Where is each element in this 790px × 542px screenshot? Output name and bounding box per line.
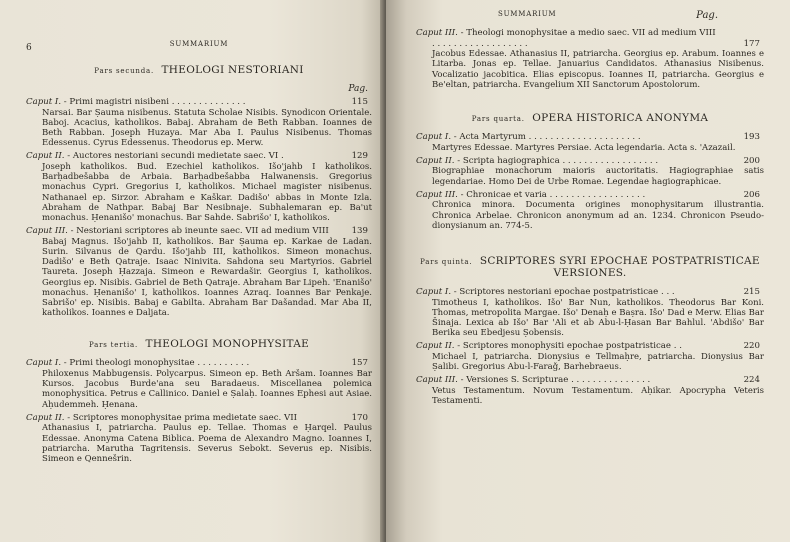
entry-heading (416, 156, 764, 167)
toc-entry (416, 375, 764, 406)
entry-heading (26, 151, 372, 162)
entry-heading (416, 341, 764, 352)
entry-title: - Acta Martyrum (453, 132, 526, 142)
entry-heading (416, 287, 764, 298)
caput-label: Caput I. (416, 287, 452, 297)
leader-dots: . . . . . . . . . . . . . . . . . . (432, 38, 528, 49)
part-heading-quarta (416, 112, 764, 124)
caput-label: Caput II. (416, 155, 455, 166)
entry-title: - Scriptores nestoriani epochae postpatristicae (453, 287, 659, 297)
entry-contents: Athanasius I, patriarcha. Paulus ep. Tellae. Thomas e Ḥarqel. Paulus Edessae. Anonyma Catena Biblica. Poema de Alexandro Magno. Ioannes I, patriarcha. Marutha Tagritensis. Severus Sebokt. Severus ep. Nisibis. Simeon e Qennešrin. (42, 423, 372, 465)
entry-contents: Babaj Magnus. Išo'jahb II, katholikos. Bar Ṣauma ep. Karkae de Ladan. Surin. Silvanus de Qardu. Išo'jahb III, katholikos. Simeon monachus. Dadišo' e Beth Qatraje. Isaac Ninivita. Sahdona seu Martyrios. Gabriel Taureta. Joseph Ḥazzaja. Simeon e Rewardašir. Georgius I, katholikos. Georgius ep. Nisibis. Gabriel de Beth Qatraje. Abraham Bar Lipeh. 'Enanišo' monachus. Ḥenanišo' I, katholikos. Ioannes Azraq. Ioannes Bar Penkaje. Sabrišo' ep. Nisibis. Babaj e Gabilta. Abraham Bar Dašandad. Mar Aba II, katholikos. Ioannes e Daljata. (42, 236, 372, 319)
entry-page-number: 129 (351, 151, 368, 162)
leader-dots: . . . (660, 287, 675, 297)
toc-entry (416, 132, 764, 153)
caput-label: Caput III. (26, 226, 68, 237)
entry-page-number: 177 (743, 38, 760, 49)
leader-dots: . . . . . . . . . . . . . . . . . . . . . (528, 132, 641, 142)
entry-page-number: 206 (743, 189, 760, 200)
entry-page-number: 215 (743, 287, 760, 297)
caput-label: Caput I. (26, 97, 62, 107)
toc-entry (416, 156, 764, 187)
pag-label: Pag. (696, 10, 718, 21)
entry-page-number: 139 (351, 226, 368, 237)
part-heading-tertia (26, 338, 372, 350)
part-title: THEOLOGI NESTORIANI (161, 64, 304, 76)
toc-entry (416, 341, 764, 372)
running-head: SUMMARIUM (169, 40, 229, 48)
entry-heading (26, 97, 372, 108)
entry-contents: Jacobus Edessae. Athanasius II, patriarcha. Georgius ep. Arabum. Ioannes e Litarba. Jonas ep. Tellae. Januarius Candidatos. Athanasius Nisibenus. Vocalizatio jacobitica. Elias episcopus. Ioannes II, patriarcha. Georgius e Be'eltan, patriarcha. Evangelium XII Sanctorum Apostolorum. (432, 49, 764, 90)
entry-contents: Biographiae monachorum maioris auctoritatis. Hagiographiae satis legendariae. Homo Dei de Urbe Romae. Legendae hagiographicae. (432, 166, 764, 187)
entry-page-number: 193 (743, 132, 760, 142)
header-row (416, 10, 764, 22)
leader-dots: . . . . . . . . . . . . . . (171, 97, 246, 107)
entry-page-number: 115 (351, 97, 368, 107)
caput-label: Caput III. (416, 28, 458, 38)
leader-dots: . . . . . . . . . . . . . . . . . . (549, 189, 646, 200)
entry-heading (26, 226, 372, 237)
part-heading-secunda (26, 64, 372, 76)
part-label: Pars quarta. (471, 115, 525, 123)
entry-contents: Michael I, patriarcha. Dionysius e Tellmaḥre, patriarcha. Dionysius Bar Ṣalibi. Gregorius Abu-l-Faraǧ, Barhebraeus. (432, 352, 764, 373)
caput-label: Caput II. (26, 151, 65, 162)
entry-contents: Vetus Testamentum. Novum Testamentum. Aḥikar. Apocrypha Veteris Testamenti. (432, 386, 764, 407)
left-page (0, 0, 384, 542)
running-head: SUMMARIUM (498, 10, 557, 18)
entry-contents: Narsai. Bar Ṣauma nisibenus. Statuta Scholae Nisibis. Synodicon Orientale. Baboj. Acacius, katholikos. Babaj. Abraham de Beth Rabban. Ioannes de Beth Rabban. Joseph Huzaya. Mar Aba I. Paulus Nisibenus. Thomas Edessenus. Cyrus Edessenus. Theodorus ep. Merw. (42, 107, 372, 149)
leader-dots: . . . . . . . . . . (197, 358, 250, 369)
part-heading-quinta (416, 255, 764, 279)
entry-title: - Versiones S. Scripturae (460, 375, 569, 386)
leader-dots: . . (673, 341, 682, 352)
entry-title: - Scriptores monophysiti epochae postpatristicae (457, 341, 672, 352)
caput-label: Caput I. (26, 358, 62, 369)
entry-page-number: 224 (743, 375, 760, 386)
caput-label: Caput I. (416, 132, 452, 142)
part-label: Pars secunda. (94, 67, 154, 75)
entry-page-number: 170 (351, 412, 368, 423)
toc-entry (416, 190, 764, 231)
entry-title: - Primi theologi monophysitae (63, 358, 195, 369)
caput-label: Caput II. (26, 412, 65, 423)
toc-entry (26, 226, 372, 318)
entry-title: - Primi magistri nisibeni (63, 97, 169, 107)
part-title: SCRIPTORES SYRI EPOCHAE POSTPATRISTICAE VERSIONES. (479, 255, 760, 279)
entry-title: - Theologi monophysitae a medio saec. VII ad medium VIII (460, 28, 716, 38)
toc-entry (26, 358, 372, 409)
caput-label: Caput III. (416, 375, 458, 386)
entry-contents: Martyres Edessae. Martyres Persiae. Acta legendaria. Acta s. 'Azazail. (432, 142, 736, 153)
entry-contents: Timotheus I, katholikos. Išo' Bar Nun, katholikos. Theodorus Bar Koni. Thomas, metropolita Margae. Išo' Denaḥ e Baṣra. Išo' Dad e Merw. Elias Bar Šinaja. Lexica ab Išo' Bar 'Ali et ab Abu-l-Ḥasan Bar Bahlul. 'Abdišo' Bar Berika seu Ebedjesu Ṣobensis. (432, 297, 764, 339)
leader-dots: . . . . . . . . . . . . . . . (571, 375, 651, 386)
entry-heading (416, 190, 764, 201)
entry-heading (26, 413, 372, 424)
toc-entry (26, 97, 372, 148)
pag-label: Pag. (348, 84, 368, 94)
caput-label: Caput III. (416, 189, 458, 200)
entry-page-number: 220 (743, 341, 760, 352)
part-title: OPERA HISTORICA ANONYMA (532, 112, 709, 124)
toc-entry (26, 413, 372, 464)
entry-title: - Chronicae et varia (460, 189, 547, 200)
part-label: Pars quinta. (420, 258, 473, 266)
entry-contents: Joseph katholikos. Bud. Ezechiel katholikos. Išo'jahb I katholikos. Barḥadbešabba de Arbaia. Barḥadbešabba Halwanensis. Gregorius monachus Cypri. Gregorius I, katholikos. Michael magister nisibenus. Nathanael ep. Sirzor. Abraham e Kaškar. Dadišo' abbas in Monte Izla. Abraham de Nathpar. Babaj Bar Nesibnaje. Subhalemaran ep. Ba'ut monachus. Ḥenanišo' monachus. Bar Sahde. Sabrišo' I, katholikos. (42, 162, 372, 224)
entry-title: - Scriptores monophysitae prima medietate saec. VII (67, 412, 297, 423)
toc-entry (416, 287, 764, 338)
right-page (386, 0, 790, 542)
entry-page-number: 157 (351, 358, 368, 369)
entry-heading (416, 132, 764, 143)
caput-label: Caput II. (416, 341, 455, 352)
toc-entry (26, 151, 372, 223)
entry-title: - Auctores nestoriani secundi medietate saec. VI . (67, 151, 284, 162)
entry-heading (416, 28, 764, 39)
entry-contents: Philoxenus Mabbugensis. Polycarpus. Simeon ep. Beth Aršam. Ioannes Bar Kursos. Jacobus Burde'ana seu Baradaeus. Miscellanea polemica monophysitica. Petrus e Callinico. Daniel e Ṣalaḥ. Ioannes Ephesi aut Asiae. Aḥudemmeh. Ḥenana. (42, 369, 372, 410)
toc-entry (416, 28, 764, 90)
part-label: Pars tertia. (88, 341, 139, 350)
entry-page-number: 200 (743, 155, 760, 166)
page-number: 6 (26, 43, 32, 53)
entry-contents: Chronica minora. Documenta origines monophysitarum illustrantia. Chronica Arbelae. Chronicon anonymum ad an. 1234. Chronicon Pseudo-dionysianum an. 774-5. (432, 200, 764, 231)
part-title: THEOLOGI MONOPHYSITAE (145, 338, 310, 351)
entry-title: - Nestoriani scriptores ab ineunte saec. VII ad medium VIII (70, 226, 329, 237)
leader-dots: . . . . . . . . . . . . . . . . . . (562, 155, 659, 166)
entry-heading-cont (416, 39, 764, 50)
entry-heading (416, 375, 764, 386)
entry-heading (26, 358, 372, 369)
entry-title: - Scripta hagiographica (457, 155, 560, 166)
